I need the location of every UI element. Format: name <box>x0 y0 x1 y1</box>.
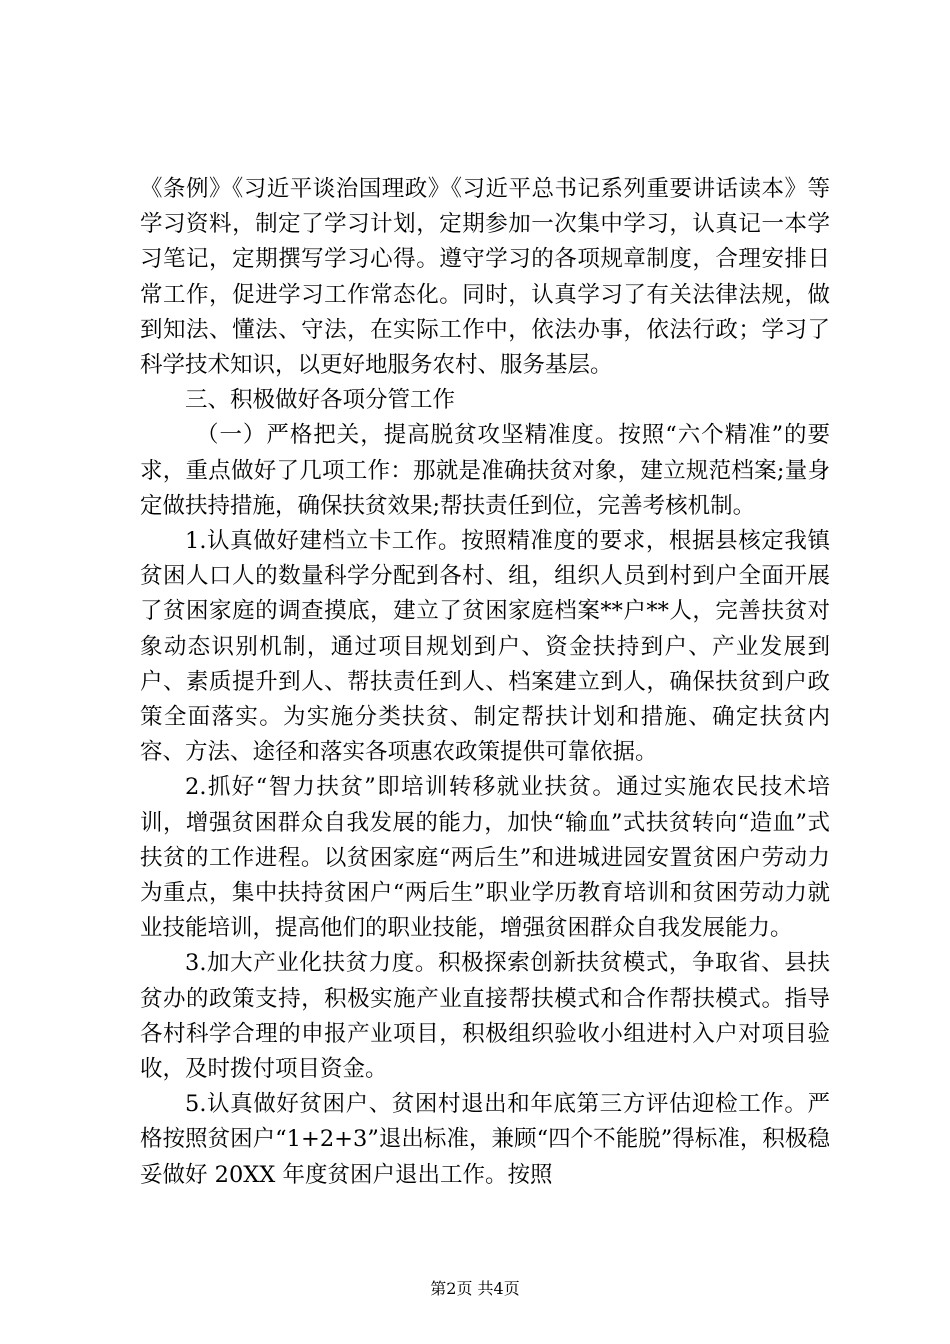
paragraph-item-5: 5.认真做好贫困户、贫困村退出和年底第三方评估迎检工作。严格按照贫困户“1+2+3”退出标准，兼顾“四个不能脱”得标准，积极稳妥做好 20XX 年度贫困户退出工作。按照 <box>140 1091 830 1188</box>
section-heading-3: 三、积极做好各项分管工作 <box>185 387 456 414</box>
document-body <box>140 172 830 1193</box>
paragraph-item-1: 1.认真做好建档立卡工作。按照精准度的要求，根据县核定我镇贫困人口人的数量科学分配到各村、组，组织人员到村到户全面开展了贫困家庭的调查摸底，建立了贫困家庭档案**户**人，完善扶贫对象动态识别机制，通过项目规划到户、资金扶持到户、产业发展到户、素质提升到人、帮扶责任到人、档案建立到人，确保扶贫到户政策全面落实。为实施分类扶贫、制定帮扶计划和措施、确定扶贫内容、方法、途径和落实各项惠农政策提供可靠依据。 <box>140 528 830 766</box>
paragraph-study-materials: 《条例》《习近平谈治国理政》《习近平总书记系列重要讲话读本》等学习资料，制定了学习计划，定期参加一次集中学习，认真记一本学习笔记，定期撰写学习心得。遵守学习的各项规章制度，合理安排日常工作，促进学习工作常态化。同时，认真学习了有关法律法规，做到知法、懂法、守法，在实际工作中，依法办事，依法行政；学习了科学技术知识，以更好地服务农村、服务基层。 <box>140 176 830 379</box>
paragraph-item-2: 2.抓好“智力扶贫”即培训转移就业扶贫。通过实施农民技术培训，增强贫困群众自我发展的能力，加快“输血”式扶贫转向“造血”式扶贫的工作进程。以贫困家庭“两后生”和进城进园安置贫困户劳动力为重点，集中扶持贫困户“两后生”职业学历教育培训和贫困劳动力就业技能培训，提高他们的职业技能，增强贫困群众自我发展能力。 <box>140 774 830 942</box>
paragraph-item-3: 3.加大产业化扶贫力度。积极探索创新扶贫模式，争取省、县扶贫办的政策支持，积极实施产业直接帮扶模式和合作帮扶模式。指导各村科学合理的申报产业项目，积极组织验收小组进村入户对项目验收，及时拨付项目资金。 <box>140 950 830 1083</box>
subsection-heading-1: （一）严格把关，提高脱贫攻坚精准度。按照“六个精准”的要求，重点做好了几项工作：那就是准确扶贫对象，建立规范档案;量身定做扶持措施，确保扶贫效果;帮扶责任到位，完善考核机制。 <box>140 422 830 519</box>
page-footer: 第2页 共4页 <box>430 1279 520 1298</box>
